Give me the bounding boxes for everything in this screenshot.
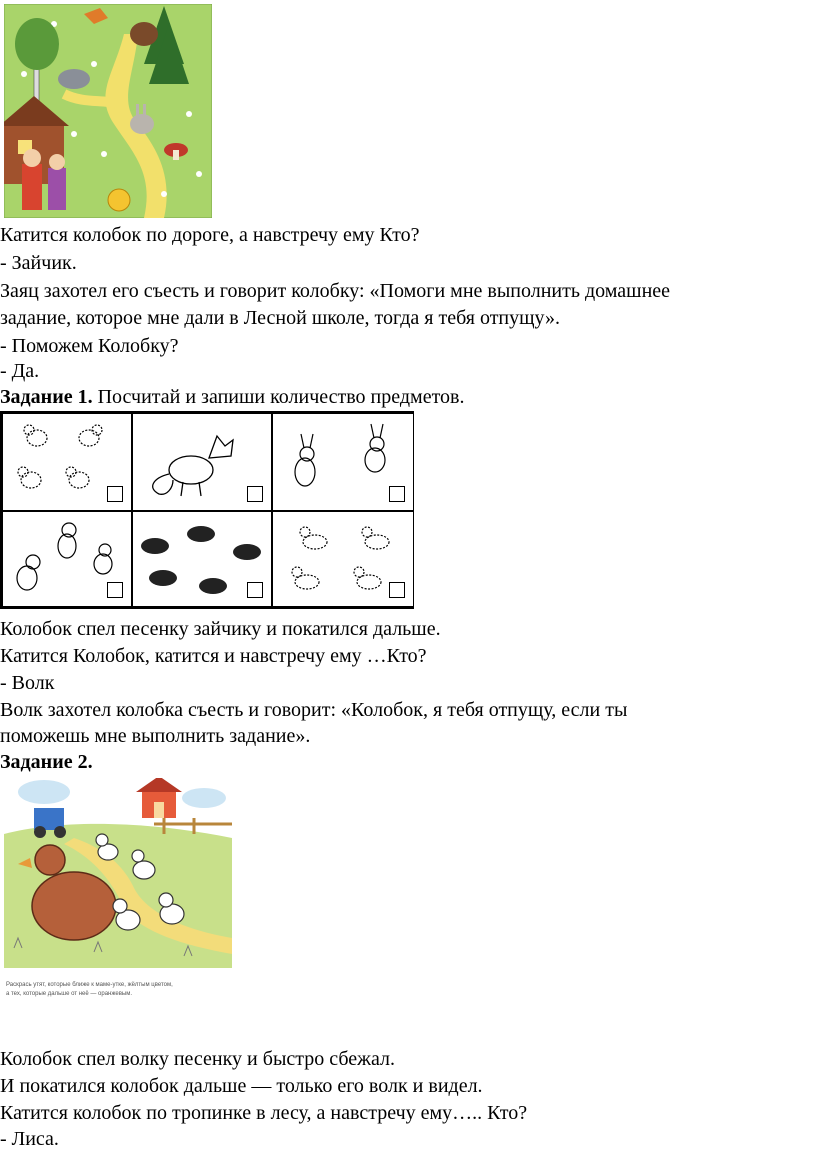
answer-box[interactable] [107,486,123,502]
answer-box[interactable] [389,486,405,502]
cell-fox [132,413,272,511]
cell-chicks [2,413,132,511]
cell-ducklings [272,511,414,607]
story3-line-2: И покатился колобок дальше — только его волк и видел. [0,1075,483,1097]
task2-label: Задание 2. [0,751,93,773]
task1-label: Задание 1. [0,386,93,408]
story3-line-4: - Лиса. [0,1128,59,1150]
ducks-farm-illustration [4,778,232,1008]
counting-grid [0,411,414,609]
answer-box[interactable] [107,582,123,598]
cell-kittens [2,511,132,607]
cell-hares [272,413,414,511]
story2-line-4b: поможешь мне выполнить задание». [0,725,311,747]
story-line-5: - Да. [0,360,40,382]
task2-caption-2: а тех, которые дальше от неё — оранжевым. [6,991,132,997]
story-line-2: - Зайчик. [0,252,77,274]
task1-text: Посчитай и запиши количество предметов. [92,386,465,408]
story-line-3b: задание, которое мне дали в Лесной школе, тогда я тебя отпущу». [0,307,561,329]
story2-line-4a: Волк захотел колобка съесть и говорит: «Колобок, я тебя отпущу, если ты [0,699,628,721]
task2-caption-1: Раскрась утят, которые ближе к маме-утке, жёлтым цветом, [6,982,173,988]
story2-line-1: Колобок спел песенку зайчику и покатился дальше. [0,618,441,640]
answer-box[interactable] [247,486,263,502]
answer-box[interactable] [389,582,405,598]
story-line-4: - Поможем Колобку? [0,335,179,357]
story3-line-1: Колобок спел волку песенку и быстро сбежал. [0,1048,395,1070]
story2-line-3: - Волк [0,672,55,694]
story2-line-2: Катится Колобок, катится и навстречу ему …Кто? [0,645,427,667]
story-line-1: Катится колобок по дороге, а навстречу ему Кто? [0,224,420,246]
fairytale-meadow-illustration [4,4,212,218]
story3-line-3: Катится колобок по тропинке в лесу, а навстречу ему….. Кто? [0,1102,528,1124]
answer-box[interactable] [247,582,263,598]
task1-heading [0,384,465,410]
story-line-3a: Заяц захотел его съесть и говорит колобку: «Помоги мне выполнить домашнее [0,280,671,302]
cell-hedgehogs [132,511,272,607]
